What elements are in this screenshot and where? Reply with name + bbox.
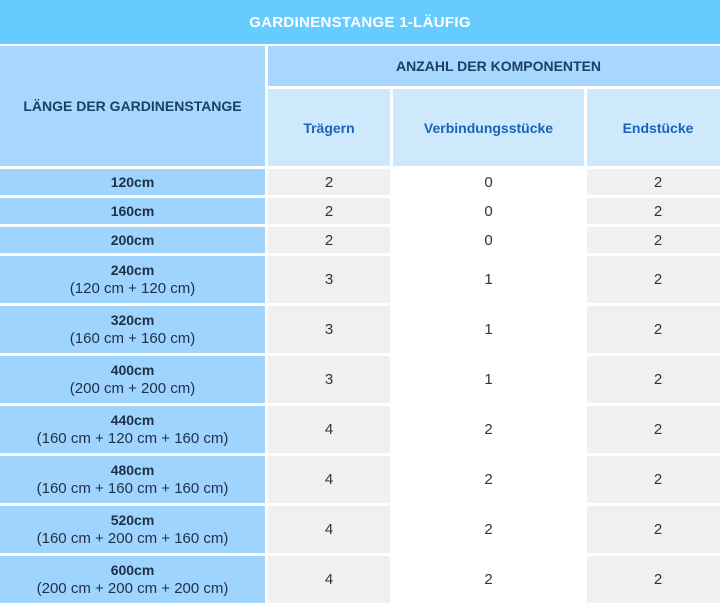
- table-row: [0, 169, 720, 195]
- length-label: 240cm: [110, 262, 155, 278]
- length-breakdown: (200 cm + 200 cm + 200 cm): [36, 580, 229, 597]
- header-endstuecke: Endstücke: [587, 89, 720, 166]
- endstuecke-count: 2: [587, 456, 720, 503]
- length-label: 200cm: [110, 232, 155, 248]
- length-label: 480cm: [110, 462, 155, 478]
- traeger-count: 3: [268, 256, 390, 303]
- length-label: 120cm: [110, 174, 155, 190]
- traeger-count: 2: [268, 227, 390, 253]
- verbindungsstuecke-count: 0: [393, 169, 584, 195]
- endstuecke-count: 2: [587, 406, 720, 453]
- length-cell: [0, 227, 265, 253]
- length-cell: [0, 169, 265, 195]
- verbindungsstuecke-count: 1: [393, 356, 584, 403]
- traeger-count: 3: [268, 306, 390, 353]
- length-breakdown: (160 cm + 160 cm): [69, 330, 196, 347]
- length-label: 160cm: [110, 203, 155, 219]
- table-row: [0, 556, 720, 603]
- endstuecke-count: 2: [587, 227, 720, 253]
- verbindungsstuecke-count: 1: [393, 256, 584, 303]
- verbindungsstuecke-count: 0: [393, 227, 584, 253]
- traeger-count: 2: [268, 198, 390, 224]
- length-cell: [0, 506, 265, 553]
- traeger-count: 4: [268, 406, 390, 453]
- length-cell: [0, 456, 265, 503]
- table-row: [0, 456, 720, 503]
- traeger-count: 2: [268, 169, 390, 195]
- table-row: [0, 227, 720, 253]
- verbindungsstuecke-count: 1: [393, 306, 584, 353]
- table-row: [0, 406, 720, 453]
- table-row: [0, 198, 720, 224]
- length-label: 400cm: [110, 362, 155, 378]
- components-table: [0, 43, 720, 606]
- traeger-count: 4: [268, 506, 390, 553]
- table-title: GARDINENSTANGE 1-LÄUFIG: [0, 0, 720, 44]
- verbindungsstuecke-count: 2: [393, 506, 584, 553]
- header-component-count: ANZAHL DER KOMPONENTEN: [268, 46, 720, 86]
- header-length: LÄNGE DER GARDINENSTANGE: [0, 46, 265, 166]
- length-label: 440cm: [110, 412, 155, 428]
- traeger-count: 4: [268, 456, 390, 503]
- length-label: 520cm: [110, 512, 155, 528]
- endstuecke-count: 2: [587, 556, 720, 603]
- length-cell: [0, 306, 265, 353]
- length-label: 320cm: [110, 312, 155, 328]
- traeger-count: 4: [268, 556, 390, 603]
- header-traeger: Trägern: [268, 89, 390, 166]
- length-cell: [0, 406, 265, 453]
- traeger-count: 3: [268, 356, 390, 403]
- length-cell: [0, 256, 265, 303]
- endstuecke-count: 2: [587, 256, 720, 303]
- verbindungsstuecke-count: 0: [393, 198, 584, 224]
- endstuecke-count: 2: [587, 198, 720, 224]
- length-label: 600cm: [110, 562, 155, 578]
- length-breakdown: (160 cm + 120 cm + 160 cm): [36, 430, 229, 447]
- table-row: [0, 356, 720, 403]
- table-row: [0, 506, 720, 553]
- endstuecke-count: 2: [587, 506, 720, 553]
- length-breakdown: (200 cm + 200 cm): [69, 380, 196, 397]
- verbindungsstuecke-count: 2: [393, 556, 584, 603]
- endstuecke-count: 2: [587, 306, 720, 353]
- verbindungsstuecke-count: 2: [393, 406, 584, 453]
- length-cell: [0, 556, 265, 603]
- table-row: [0, 306, 720, 353]
- length-cell: [0, 198, 265, 224]
- verbindungsstuecke-count: 2: [393, 456, 584, 503]
- length-breakdown: (120 cm + 120 cm): [69, 280, 196, 297]
- header-verbindungsstuecke: Verbindungsstücke: [393, 89, 584, 166]
- length-breakdown: (160 cm + 200 cm + 160 cm): [36, 530, 229, 547]
- endstuecke-count: 2: [587, 169, 720, 195]
- table-row: [0, 256, 720, 303]
- length-cell: [0, 356, 265, 403]
- length-breakdown: (160 cm + 160 cm + 160 cm): [36, 480, 229, 497]
- endstuecke-count: 2: [587, 356, 720, 403]
